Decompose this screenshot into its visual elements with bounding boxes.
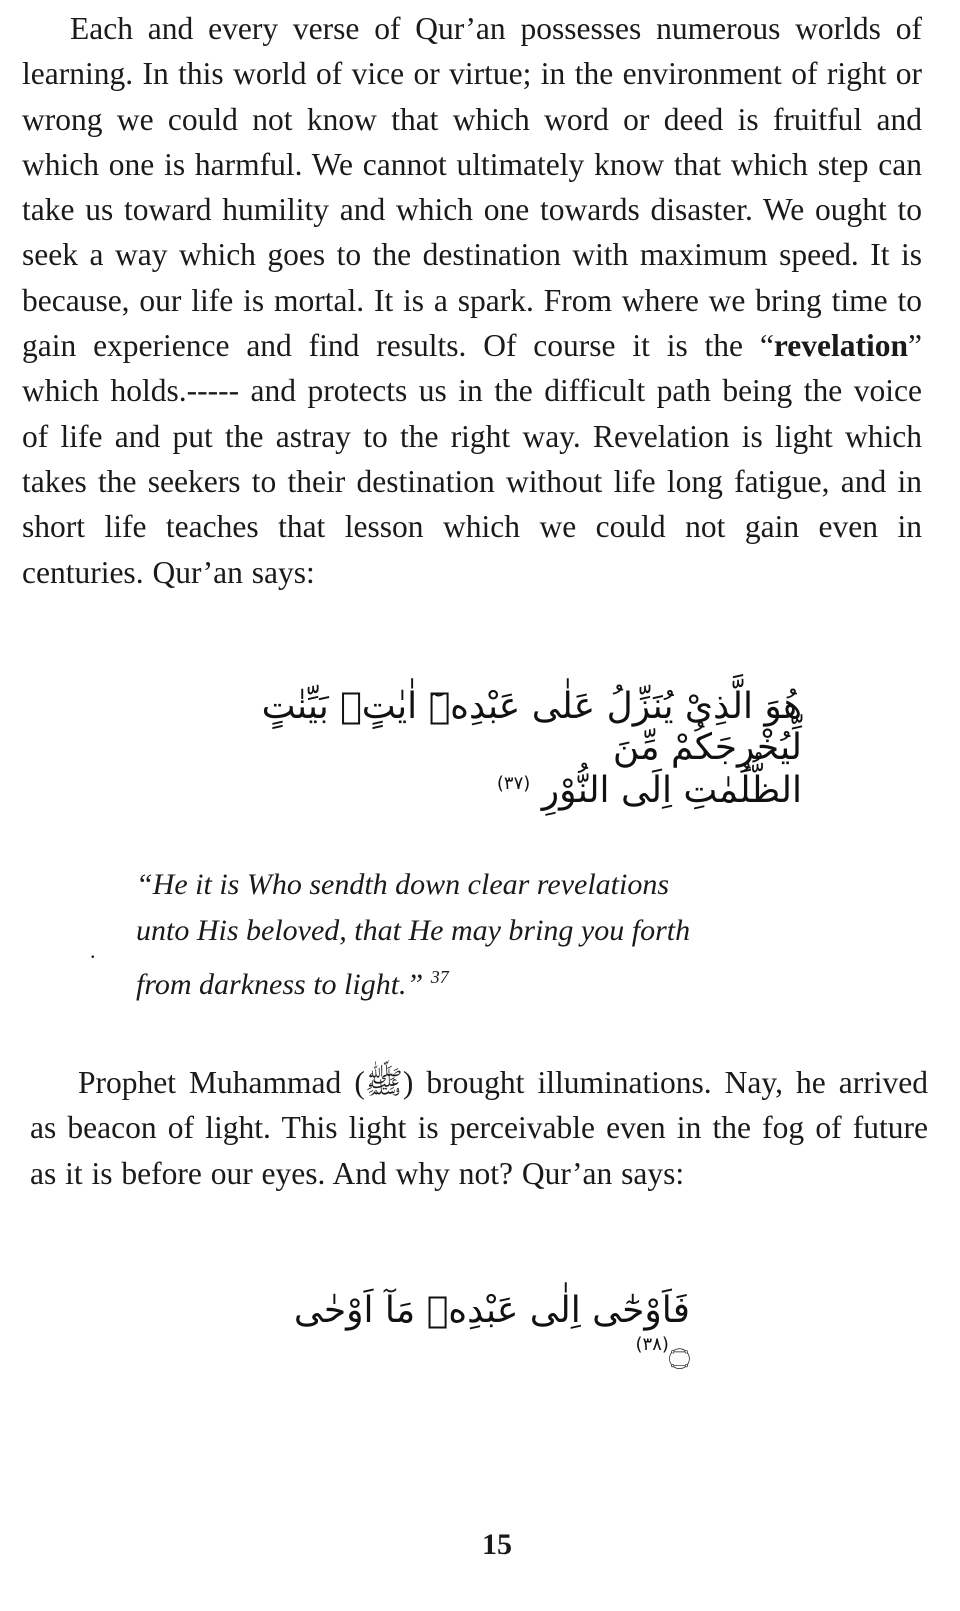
page-number: 15 — [482, 1528, 512, 1561]
verse-reference: (٣٧) — [496, 773, 531, 794]
paragraph-text: Each and every verse of Qur’an possesses numerous worlds of learning. In this world of vice or virtue; in the environment of right or wrong we could not know that which word or deed is fruitful and which one is harmful. We cannot ultimately know that which step can take us toward humility and which one towards disaster. We ought to seek a way which goes to the destination with maximum speed. It is because, our life is mortal. It is a spark. From where we bring time to gain experience and find results. Of course it is the “ — [22, 11, 922, 364]
translation-line-3-text: from darkness to light.” — [136, 968, 424, 1001]
bold-term-revelation: revelation — [773, 328, 909, 364]
paragraph-text-continued: ” which holds.----- and protects us in the difficult path being the voice of life and put the astray to the right way. Revelation is light which takes the seekers to their destination without life long fatigue, and in short life teaches that lesson which we could not gain even in centuries. Qur’an says: — [22, 328, 922, 590]
translation-line-1: “He it is Who sendth down clear revelations — [136, 868, 669, 901]
paragraph-revelation — [22, 6, 922, 595]
arabic-verse-line-1: هُوَ الَّذِىْ يُنَزِّلُ عَلٰى عَبْدِهٖٓ اٰيٰتٍۢ بَيِّنٰتٍ لِّيُخْرِجَكُمْ مِّنَ — [261, 686, 802, 768]
margin-dot: . — [90, 938, 96, 963]
footnote-marker: 37 — [430, 967, 449, 987]
translation-quote — [136, 862, 806, 1008]
translation-line-3 — [136, 954, 806, 1008]
paragraph-text: Prophet Muhammad ( — [78, 1065, 365, 1100]
arabic-verse-text: الظُّلُمٰتِ اِلَى النُّوْرِ — [541, 770, 802, 811]
verse-reference: (٣٨) — [635, 1334, 669, 1355]
arabic-verse-text: فَاَوْحٰٓى اِلٰى عَبْدِهٖ مَآ اَوْحٰى ۝ — [293, 1290, 690, 1372]
translation-line-2: unto His beloved, that He may bring you forth — [136, 914, 691, 947]
honorific-symbol: ﷺ — [364, 1065, 403, 1100]
paragraph-text-continued: ) brought illuminations. Nay, he arrived as beacon of light. This light is perceivable even in the fog of future as it is before our eyes. And why not? Qur’an says: — [30, 1065, 929, 1191]
arabic-verse-line-2 — [402, 770, 802, 811]
paragraph-prophet — [30, 1060, 928, 1196]
arabic-verse-2 — [270, 1290, 690, 1372]
